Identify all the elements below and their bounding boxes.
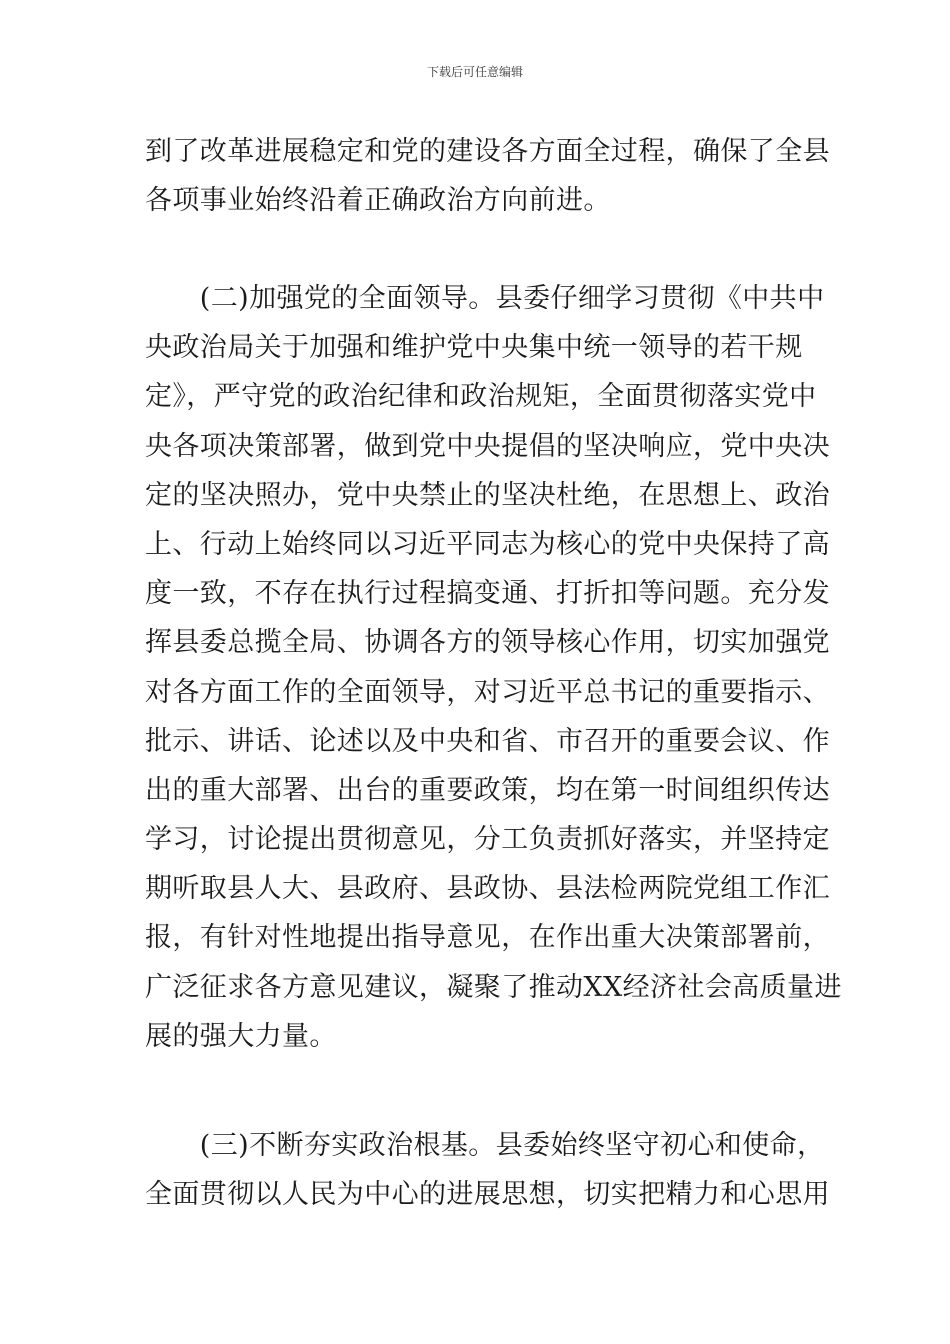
- text-line: 出的重大部署、出台的重要政策，均在第一时间组织传达: [145, 774, 830, 806]
- text-line: 各项事业始终沿着正确政治方向前进。: [145, 185, 611, 217]
- text-line: 央各项决策部署，做到党中央提倡的坚决响应，党中央决: [145, 430, 830, 462]
- text-line: (二)加强党的全面领导。县委仔细学习贯彻《中共中: [145, 283, 825, 314]
- text-line: 期听取县人大、县政府、县政协、县法检两院党组工作汇: [145, 873, 830, 905]
- text-line: 定的坚决照办，党中央禁止的坚决杜绝，在思想上、政治: [145, 479, 830, 511]
- text-line: 度一致，不存在执行过程搞变通、打折扣等问题。充分发: [145, 578, 830, 610]
- paragraph-2: [145, 274, 842, 1061]
- text-line: 报，有针对性地提出指导意见，在作出重大决策部署前，: [145, 922, 830, 954]
- text-line: 上、行动上始终同以习近平同志为核心的党中央保持了高: [145, 528, 830, 560]
- text-line: 到了改革进展稳定和党的建设各方面全过程，确保了全县: [145, 136, 830, 167]
- text-line: 对各方面工作的全面领导，对习近平总书记的重要指示、: [145, 676, 830, 708]
- text-line: 学习，讨论提出贯彻意见，分工负责抓好落实，并坚持定: [145, 824, 830, 856]
- text-line: 展的强大力量。: [145, 1020, 337, 1052]
- paragraph-1: [145, 127, 830, 225]
- text-line: 挥县委总揽全局、协调各方的领导核心作用，切实加强党: [145, 627, 830, 659]
- page-header: 下载后可任意编辑: [426, 65, 523, 79]
- text-line: 广泛征求各方意见建议，凝聚了推动XX经济社会高质量进: [145, 971, 842, 1003]
- text-line: 央政治局关于加强和维护党中央集中统一领导的若干规: [145, 332, 803, 364]
- text-line: 定》，严守党的政治纪律和政治规矩，全面贯彻落实党中: [145, 381, 817, 413]
- text-line: 全面贯彻以人民为中心的进展思想，切实把精力和心思用: [145, 1179, 830, 1211]
- paragraph-3: [145, 1121, 830, 1219]
- text-line: 批示、讲话、论述以及中央和省、市召开的重要会议、作: [145, 725, 830, 757]
- text-line: (三)不断夯实政治根基。县委始终坚守初心和使命，: [145, 1130, 825, 1161]
